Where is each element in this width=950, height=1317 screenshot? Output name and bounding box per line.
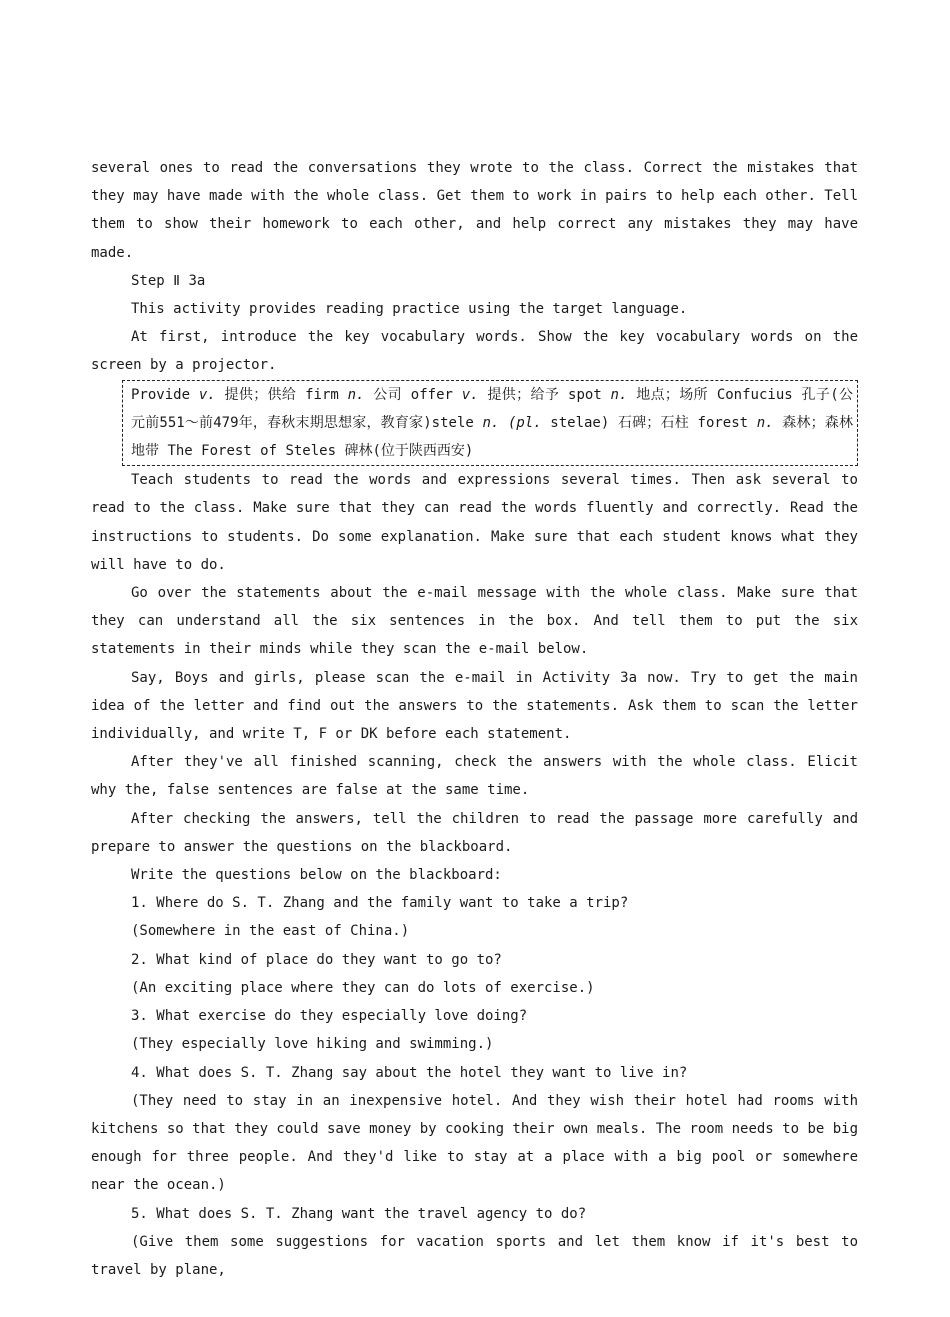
- vocabulary-box: [122, 380, 858, 467]
- vocab-def: 地点；场所: [636, 386, 709, 403]
- question: 1. Where do S. T. Zhang and the family want to take a trip?: [131, 895, 629, 912]
- vocab-pos: v.: [198, 386, 216, 403]
- vocab-plural: stelae): [550, 414, 610, 431]
- vocab-pos: n.: [482, 414, 500, 431]
- document-page: [91, 154, 858, 1284]
- answer: (They especially love hiking and swimming.): [131, 1036, 494, 1053]
- vocab-word: offer: [410, 386, 453, 403]
- answer: (Give them some suggestions for vacation sports and let them know if it's best to travel by plane,: [91, 1233, 858, 1278]
- vocab-word: The Forest of Steles: [167, 443, 337, 460]
- paragraph: Teach students to read the words and expressions several times. Then ask several to read to the class. Make sure that they can read the words fluently and correctly. Read the instructions to students. Do some explanation. Make sure that each student knows what they will have to do.: [91, 472, 858, 573]
- question: 5. What does S. T. Zhang want the travel agency to do?: [131, 1205, 587, 1222]
- vocab-word: firm: [305, 386, 339, 403]
- vocab-def: 石碑；石柱: [617, 414, 689, 431]
- vocab-def: 碑林(位于陕西西安): [344, 443, 474, 460]
- step-heading: Step Ⅱ 3a: [131, 272, 206, 289]
- vocab-word: Confucius: [716, 386, 793, 403]
- vocab-def: 森林；森林地带: [131, 414, 853, 460]
- paragraph: Say, Boys and girls, please scan the e-mail in Activity 3a now. Try to get the main idea of the letter and find out the answers to the statements. Ask them to scan the letter individually, and write T, F or DK before each statement.: [91, 669, 858, 743]
- answer: (An exciting place where they can do lots of exercise.): [131, 979, 595, 996]
- vocab-pos: v.: [461, 386, 479, 403]
- vocab-pos: n.: [347, 386, 365, 403]
- answer: (Somewhere in the east of China.): [131, 923, 410, 940]
- vocab-def: 孔子(公元前551～前479年，春秋末期思想家，教育家): [131, 386, 854, 431]
- vocab-def: 公司: [373, 386, 402, 403]
- vocab-def: 提供；供给: [224, 386, 297, 403]
- vocab-pos: n.: [610, 386, 628, 403]
- paragraph: After they've all finished scanning, check the answers with the whole class. Elicit why the, false sentences are false at the same time.: [91, 754, 858, 799]
- question: 2. What kind of place do they want to go to?: [131, 951, 502, 968]
- vocab-word: Provide: [131, 386, 191, 403]
- paragraph: Go over the statements about the e-mail message with the whole class. Make sure that they can understand all the six sentences in the box. And tell them to put the six statements in their minds while they scan the e-mail below.: [91, 585, 858, 658]
- question: 4. What does S. T. Zhang say about the hotel they want to live in?: [131, 1064, 688, 1081]
- vocab-plural-label: (pl.: [507, 414, 542, 431]
- paragraph: After checking the answers, tell the children to read the passage more carefully and prepare to answer the questions on the blackboard.: [91, 810, 858, 855]
- vocab-word: forest: [697, 414, 749, 431]
- vocabulary-text: [131, 381, 853, 466]
- vocab-pos: n.: [756, 414, 774, 431]
- vocab-def: 提供；给予: [487, 386, 560, 403]
- vocab-word: stele: [431, 414, 474, 431]
- paragraph: At first, introduce the key vocabulary words. Show the key vocabulary words on the screen by a projector.: [91, 329, 858, 374]
- vocab-word: spot: [568, 386, 602, 403]
- paragraph-continued: several ones to read the conversations they wrote to the class. Correct the mistakes that they may have made with the whole class. Get them to work in pairs to help each other. Tell them to show their homework to each other, and help correct any mistakes they may have made.: [91, 160, 859, 261]
- question: 3. What exercise do they especially love doing?: [131, 1008, 528, 1025]
- paragraph: Write the questions below on the blackboard:: [131, 867, 502, 884]
- paragraph: This activity provides reading practice using the target language.: [131, 301, 688, 318]
- answer: (They need to stay in an inexpensive hotel. And they wish their hotel had rooms with kitchens so that they could save money by cooking their own meals. The room needs to be big enough for three people. And they'd like to stay at a place with a big pool or somewhere near the ocean.): [91, 1092, 859, 1194]
